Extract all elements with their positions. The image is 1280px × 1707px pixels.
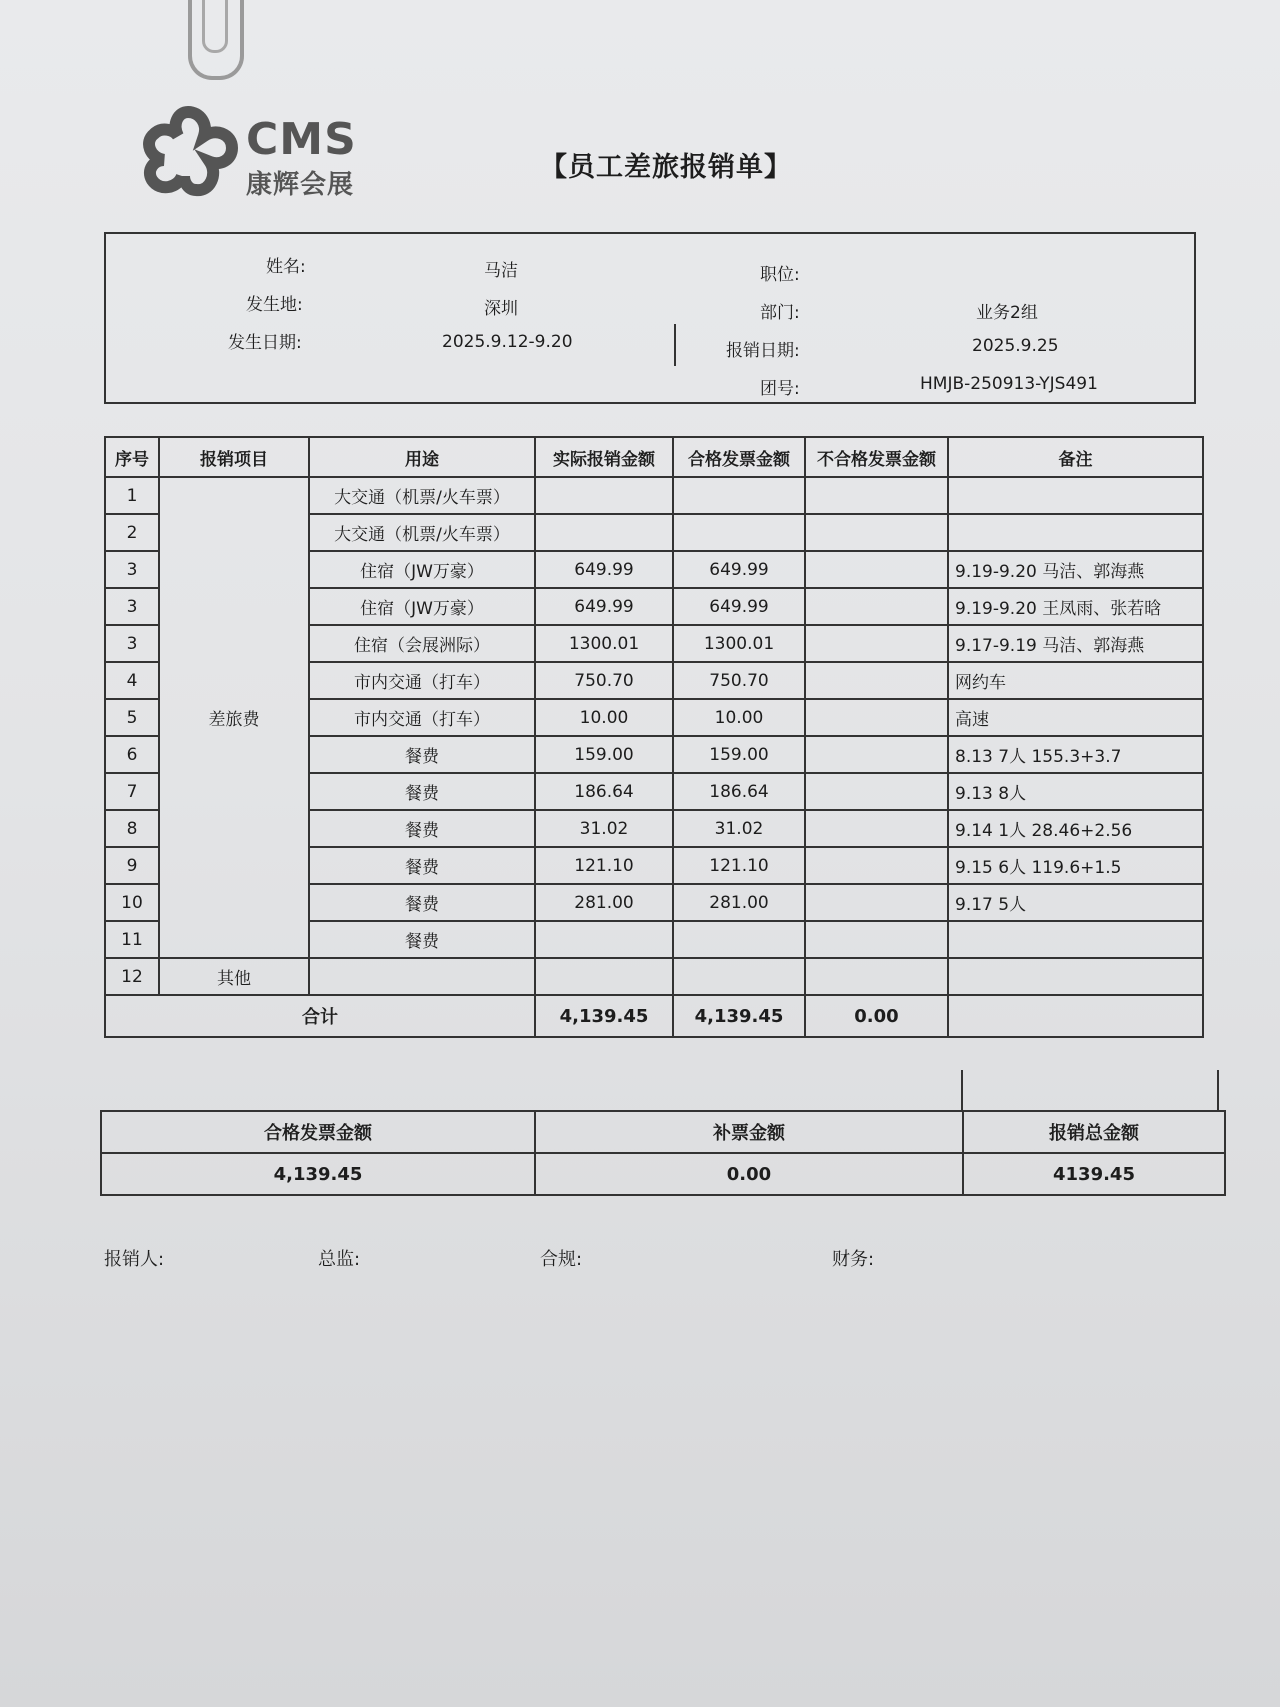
total-label: 合计 [105, 995, 535, 1037]
summary-table [100, 1110, 1226, 1196]
row-use: 市内交通（打车） [309, 662, 535, 699]
row-invalid [805, 514, 948, 551]
row-actual: 159.00 [535, 736, 673, 773]
row-valid [673, 514, 805, 551]
table-row [105, 958, 1203, 995]
row-actual: 10.00 [535, 699, 673, 736]
row-use: 餐费 [309, 810, 535, 847]
date-value: 2025.9.12-9.20 [442, 332, 573, 352]
info-section [104, 232, 1196, 404]
row-valid: 31.02 [673, 810, 805, 847]
row-valid: 750.70 [673, 662, 805, 699]
header-valid: 合格发票金额 [673, 437, 805, 477]
reimb-date-value: 2025.9.25 [972, 336, 1059, 356]
row-valid: 121.10 [673, 847, 805, 884]
row-no: 1 [105, 477, 159, 514]
company-logo [138, 98, 358, 208]
row-actual: 186.64 [535, 773, 673, 810]
row-actual [535, 514, 673, 551]
sign-director: 总监: [318, 1249, 361, 1270]
summary-supp-label: 补票金额 [535, 1111, 963, 1153]
row-use: 餐费 [309, 736, 535, 773]
row-invalid [805, 588, 948, 625]
sign-compliance: 合规: [540, 1249, 583, 1270]
row-actual: 31.02 [535, 810, 673, 847]
row-use: 住宿（会展洲际） [309, 625, 535, 662]
row-invalid [805, 625, 948, 662]
row-actual [535, 921, 673, 958]
row-actual [535, 477, 673, 514]
row-no: 4 [105, 662, 159, 699]
group-value: HMJB-250913-YJS491 [920, 374, 1098, 394]
paperclip [188, 0, 244, 80]
row-no: 3 [105, 625, 159, 662]
total-valid: 4,139.45 [673, 995, 805, 1037]
row-remark: 9.19-9.20 马洁、郭海燕 [948, 551, 1203, 588]
row-remark: 高速 [948, 699, 1203, 736]
row-valid [673, 958, 805, 995]
name-label: 姓名: [266, 257, 306, 277]
summary-supp-value: 0.00 [535, 1153, 963, 1195]
row-remark [948, 514, 1203, 551]
remark-spacer [961, 1070, 1219, 1110]
row-invalid [805, 921, 948, 958]
table-row [105, 477, 1203, 514]
row-valid [673, 921, 805, 958]
row-invalid [805, 958, 948, 995]
name-value: 马洁 [484, 261, 518, 281]
row-remark: 9.17 5人 [948, 884, 1203, 921]
row-remark: 9.17-9.19 马洁、郭海燕 [948, 625, 1203, 662]
row-no: 6 [105, 736, 159, 773]
row-use: 餐费 [309, 773, 535, 810]
row-no: 11 [105, 921, 159, 958]
table-header-row [105, 437, 1203, 477]
row-valid: 649.99 [673, 551, 805, 588]
header-actual: 实际报销金额 [535, 437, 673, 477]
row-valid: 186.64 [673, 773, 805, 810]
row-no: 8 [105, 810, 159, 847]
row-use: 餐费 [309, 884, 535, 921]
total-row [105, 995, 1203, 1037]
row-invalid [805, 884, 948, 921]
row-no: 10 [105, 884, 159, 921]
row-no: 7 [105, 773, 159, 810]
row-invalid [805, 773, 948, 810]
row-remark [948, 958, 1203, 995]
reimb-date-label: 报销日期: [726, 341, 800, 361]
total-invalid: 0.00 [805, 995, 948, 1037]
logo-brand: CMS [246, 114, 357, 165]
position-label: 职位: [760, 265, 800, 285]
category-other: 其他 [159, 958, 309, 995]
header-use: 用途 [309, 437, 535, 477]
row-invalid [805, 736, 948, 773]
sign-applicant: 报销人: [104, 1249, 165, 1270]
row-remark: 9.13 8人 [948, 773, 1203, 810]
row-invalid [805, 810, 948, 847]
row-valid: 281.00 [673, 884, 805, 921]
row-valid: 159.00 [673, 736, 805, 773]
date-label: 发生日期: [228, 333, 302, 353]
row-invalid [805, 551, 948, 588]
dept-value: 业务2组 [976, 303, 1038, 323]
row-invalid [805, 662, 948, 699]
row-valid: 649.99 [673, 588, 805, 625]
row-remark: 9.14 1人 28.46+2.56 [948, 810, 1203, 847]
header-no: 序号 [105, 437, 159, 477]
group-label: 团号: [760, 379, 800, 399]
logo-name: 康辉会展 [246, 170, 355, 200]
summary-total-label: 报销总金额 [963, 1111, 1225, 1153]
row-no: 2 [105, 514, 159, 551]
total-remark [948, 995, 1203, 1037]
row-actual: 1300.01 [535, 625, 673, 662]
row-invalid [805, 847, 948, 884]
header-item: 报销项目 [159, 437, 309, 477]
dept-label: 部门: [760, 303, 800, 323]
row-use: 大交通（机票/火车票） [309, 477, 535, 514]
row-invalid [805, 699, 948, 736]
summary-valid-value: 4,139.45 [101, 1153, 535, 1195]
row-remark [948, 477, 1203, 514]
row-actual [535, 958, 673, 995]
row-actual: 750.70 [535, 662, 673, 699]
total-actual: 4,139.45 [535, 995, 673, 1037]
info-divider [674, 324, 676, 366]
place-value: 深圳 [484, 299, 518, 319]
row-remark [948, 921, 1203, 958]
row-remark: 8.13 7人 155.3+3.7 [948, 736, 1203, 773]
row-no: 3 [105, 551, 159, 588]
row-use: 餐费 [309, 847, 535, 884]
row-no: 3 [105, 588, 159, 625]
flower-logo-icon [138, 98, 238, 208]
expense-table [104, 436, 1204, 1038]
row-no: 9 [105, 847, 159, 884]
row-actual: 649.99 [535, 551, 673, 588]
row-use: 住宿（JW万豪） [309, 588, 535, 625]
header-invalid: 不合格发票金额 [805, 437, 948, 477]
row-actual: 121.10 [535, 847, 673, 884]
row-use: 餐费 [309, 921, 535, 958]
place-label: 发生地: [246, 295, 303, 315]
summary-valid-label: 合格发票金额 [101, 1111, 535, 1153]
row-actual: 281.00 [535, 884, 673, 921]
sign-finance: 财务: [832, 1249, 875, 1270]
header-remark: 备注 [948, 437, 1203, 477]
summary-total-value: 4139.45 [963, 1153, 1225, 1195]
row-valid [673, 477, 805, 514]
row-valid: 1300.01 [673, 625, 805, 662]
row-no: 12 [105, 958, 159, 995]
row-invalid [805, 477, 948, 514]
row-remark: 9.15 6人 119.6+1.5 [948, 847, 1203, 884]
row-use: 大交通（机票/火车票） [309, 514, 535, 551]
row-use: 市内交通（打车） [309, 699, 535, 736]
row-actual: 649.99 [535, 588, 673, 625]
row-use: 住宿（JW万豪） [309, 551, 535, 588]
document-title: 【员工差旅报销单】 [540, 152, 792, 183]
row-use [309, 958, 535, 995]
row-no: 5 [105, 699, 159, 736]
row-remark: 9.19-9.20 王凤雨、张若晗 [948, 588, 1203, 625]
row-valid: 10.00 [673, 699, 805, 736]
row-remark: 网约车 [948, 662, 1203, 699]
category-travel: 差旅费 [159, 477, 309, 958]
